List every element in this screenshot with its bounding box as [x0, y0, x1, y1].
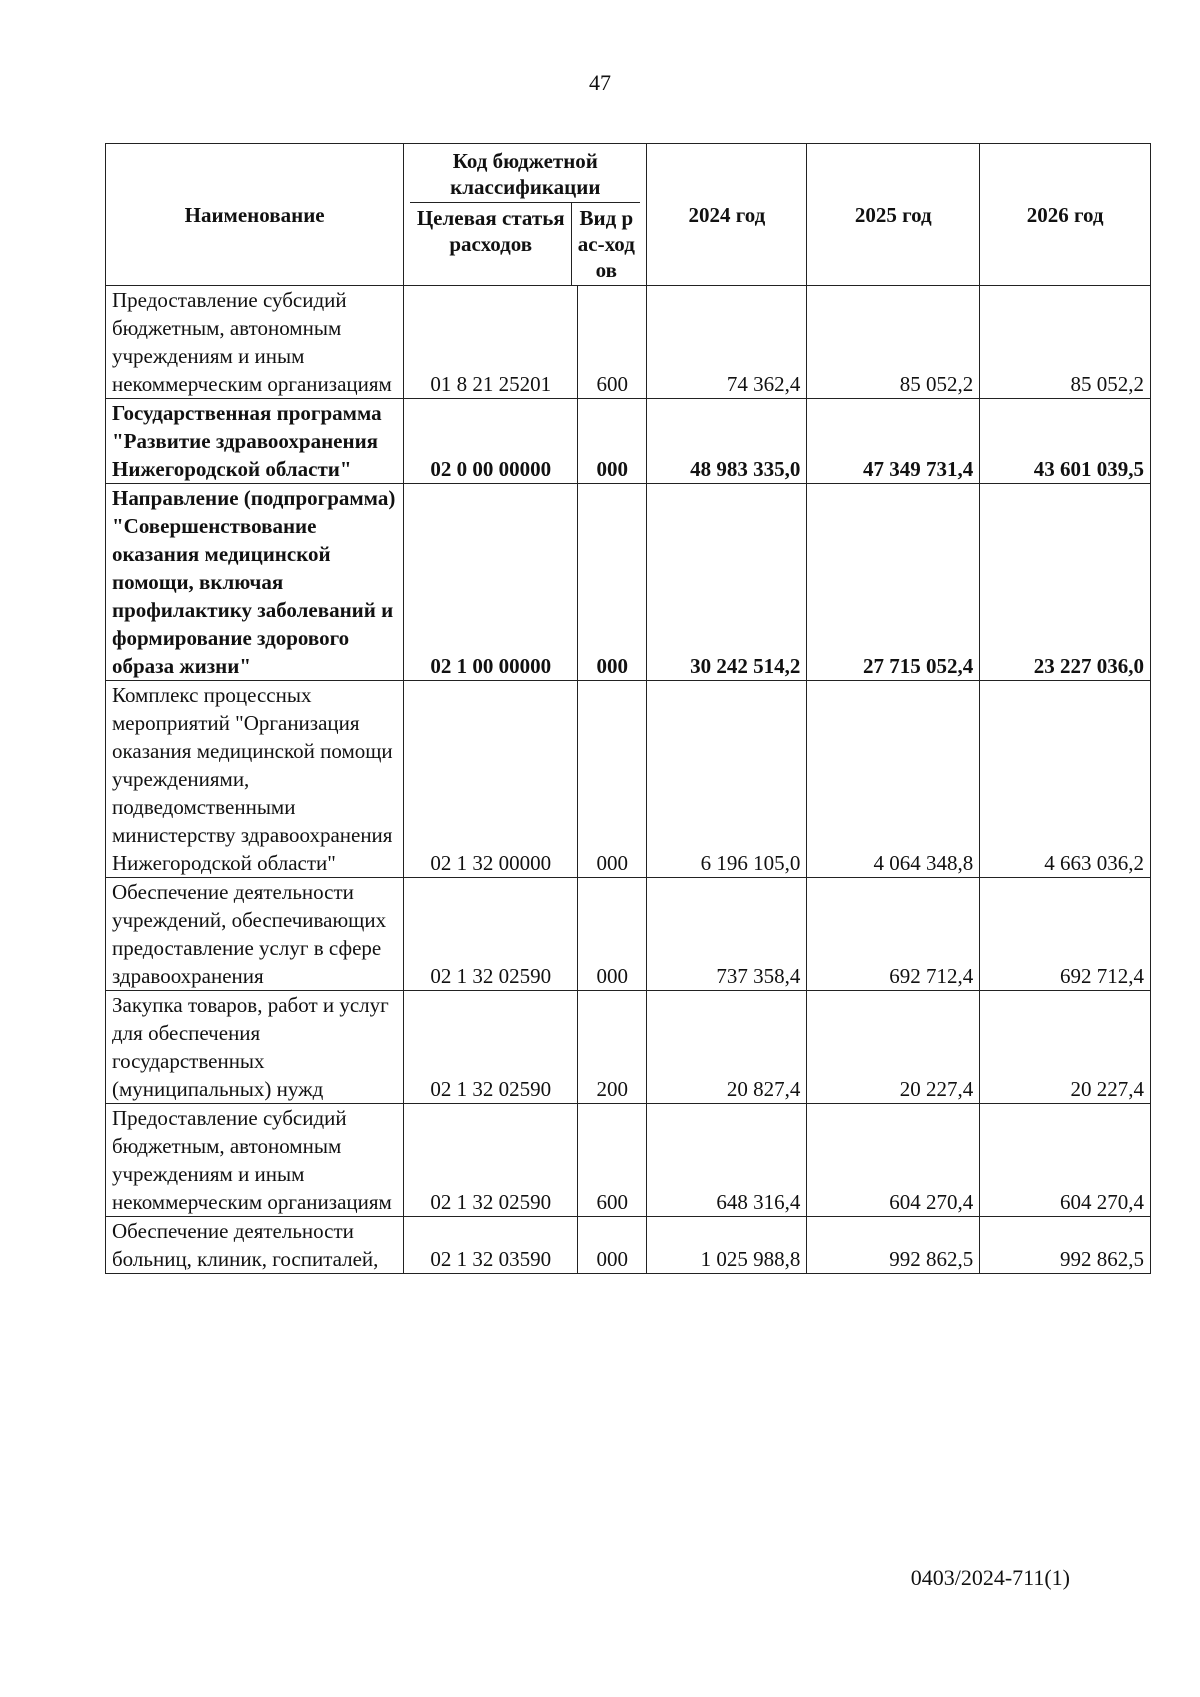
row-2026-cell: 4 663 036,2 [980, 681, 1151, 878]
row-2026-cell: 692 712,4 [980, 878, 1151, 991]
header-target: Целевая статья расходов [410, 203, 572, 285]
row-name-cell: Государственная программа "Развитие здравоохранения Нижегородской области" [106, 399, 404, 484]
table-row [106, 991, 1151, 1104]
header-2026: 2026 год [980, 144, 1151, 286]
row-2024-cell: 648 316,4 [647, 1104, 807, 1217]
table-row [106, 878, 1151, 991]
row-name-cell: Обеспечение деятельности больниц, клиник, госпиталей, [106, 1217, 404, 1274]
row-kind-cell: 000 [578, 878, 647, 991]
row-kind-cell: 000 [578, 681, 647, 878]
row-name-cell: Закупка товаров, работ и услуг для обеспечения государственных (муниципальных) нужд [106, 991, 404, 1104]
row-2026-cell: 43 601 039,5 [980, 399, 1151, 484]
document-code: 0403/2024-711(1) [910, 1565, 1070, 1590]
row-kind-cell: 600 [578, 1104, 647, 1217]
row-target-cell: 01 8 21 25201 [404, 286, 578, 399]
row-2026-cell: 20 227,4 [980, 991, 1151, 1104]
table-row [106, 681, 1151, 878]
header-2024: 2024 год [647, 144, 807, 286]
header-2025: 2025 год [807, 144, 980, 286]
row-2024-cell: 737 358,4 [647, 878, 807, 991]
row-2025-cell: 27 715 052,4 [807, 484, 980, 681]
row-kind-cell: 000 [578, 399, 647, 484]
table-row [106, 286, 1151, 399]
row-target-cell: 02 1 32 00000 [404, 681, 578, 878]
row-target-cell: 02 1 32 03590 [404, 1217, 578, 1274]
row-target-cell: 02 1 32 02590 [404, 878, 578, 991]
row-kind-cell: 000 [578, 484, 647, 681]
row-target-cell: 02 1 32 02590 [404, 991, 578, 1104]
row-2025-cell: 604 270,4 [807, 1104, 980, 1217]
table-header [106, 144, 1151, 286]
page-number: 47 [589, 70, 611, 95]
row-target-cell: 02 1 32 02590 [404, 1104, 578, 1217]
row-name-cell: Предоставление субсидий бюджетным, автономным учреждениям и иным некоммерческим организациям [106, 1104, 404, 1217]
row-2025-cell: 47 349 731,4 [807, 399, 980, 484]
header-code-group-title: Код бюджетной классификации [410, 144, 640, 203]
header-kind: Вид рас-ходов [577, 206, 635, 282]
row-2025-cell: 4 064 348,8 [807, 681, 980, 878]
row-2024-cell: 48 983 335,0 [647, 399, 807, 484]
row-name-cell: Направление (подпрограмма) "Совершенствование оказания медицинской помощи, включая профилактику заболеваний и формирование здорового образа жизни" [106, 484, 404, 681]
row-2025-cell: 992 862,5 [807, 1217, 980, 1274]
table-row [106, 1217, 1151, 1274]
row-target-cell: 02 0 00 00000 [404, 399, 578, 484]
table-row [106, 1104, 1151, 1217]
table-row [106, 484, 1151, 681]
table-body [106, 286, 1151, 1274]
row-2026-cell: 85 052,2 [980, 286, 1151, 399]
row-2025-cell: 692 712,4 [807, 878, 980, 991]
header-code-group [404, 144, 647, 286]
row-kind-cell: 200 [578, 991, 647, 1104]
row-2025-cell: 20 227,4 [807, 991, 980, 1104]
row-2024-cell: 6 196 105,0 [647, 681, 807, 878]
row-2024-cell: 1 025 988,8 [647, 1217, 807, 1274]
table-row [106, 399, 1151, 484]
row-name-cell: Предоставление субсидий бюджетным, автономным учреждениям и иным некоммерческим организациям [106, 286, 404, 399]
row-name-cell: Обеспечение деятельности учреждений, обеспечивающих предоставление услуг в сфере здравоохранения [106, 878, 404, 991]
row-2024-cell: 30 242 514,2 [647, 484, 807, 681]
row-name-cell: Комплекс процессных мероприятий "Организация оказания медицинской помощи учреждениями, подведомственными министерству здравоохранения Нижегородской области" [106, 681, 404, 878]
row-2026-cell: 23 227 036,0 [980, 484, 1151, 681]
row-2026-cell: 992 862,5 [980, 1217, 1151, 1274]
row-2026-cell: 604 270,4 [980, 1104, 1151, 1217]
row-target-cell: 02 1 00 00000 [404, 484, 578, 681]
header-name: Наименование [106, 144, 404, 286]
row-kind-cell: 600 [578, 286, 647, 399]
row-2024-cell: 74 362,4 [647, 286, 807, 399]
budget-table [105, 143, 1151, 1274]
row-2025-cell: 85 052,2 [807, 286, 980, 399]
row-kind-cell: 000 [578, 1217, 647, 1274]
row-2024-cell: 20 827,4 [647, 991, 807, 1104]
